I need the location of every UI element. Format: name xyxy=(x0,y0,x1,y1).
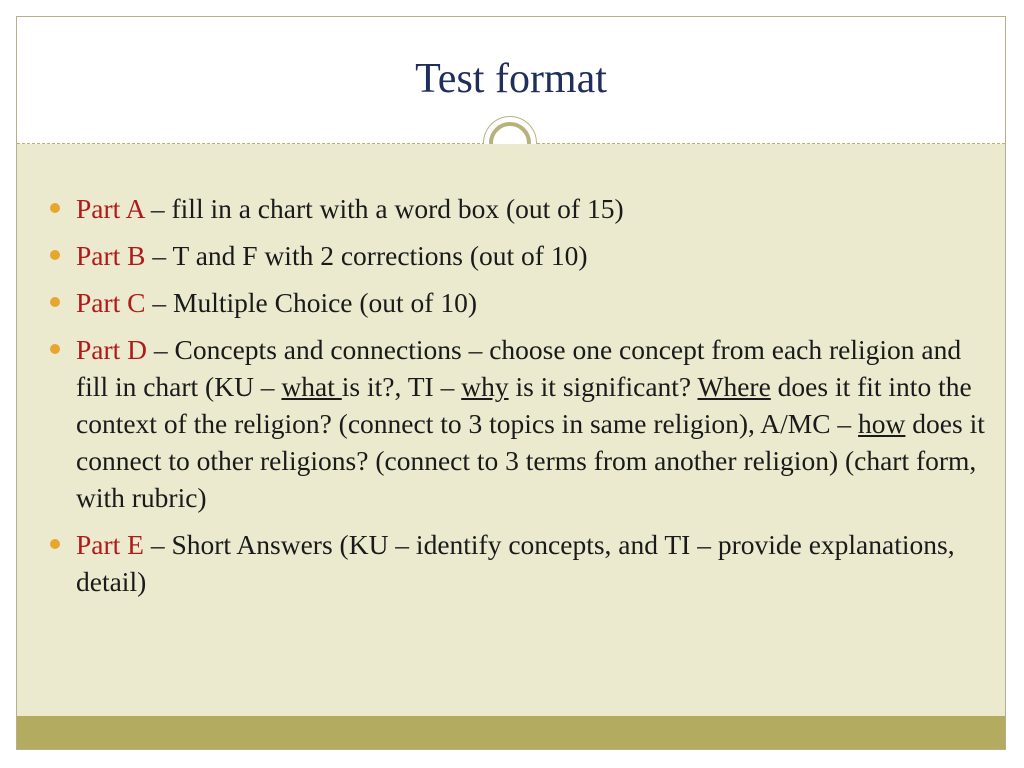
part-text: – Concepts and connections – choose one concept from each religion and fill in chart (KU – xyxy=(76,334,962,402)
part-text: does it fit into the context of the religion? (connect to 3 topics in same religion), A/MC – xyxy=(76,371,972,439)
part-text: is it significant? xyxy=(508,371,698,402)
list-item-part-b xyxy=(76,237,996,274)
content-area xyxy=(17,144,1005,716)
list-item-part-e xyxy=(76,526,996,600)
part-label: Part A xyxy=(76,193,144,224)
footer-bar xyxy=(17,716,1005,750)
part-text: – fill in a chart with a word box (out of 15) xyxy=(144,193,624,224)
bullet-list xyxy=(17,190,996,610)
part-text: – T and F with 2 corrections (out of 10) xyxy=(145,240,588,271)
underlined-what: what xyxy=(281,371,342,402)
underlined-why: why xyxy=(461,371,509,402)
bullet-icon xyxy=(50,250,60,260)
part-text: is it?, TI – xyxy=(341,371,462,402)
list-item-part-c xyxy=(76,284,996,321)
underlined-where: Where xyxy=(697,371,771,402)
part-label: Part B xyxy=(76,240,146,271)
bullet-icon xyxy=(50,297,60,307)
bullet-icon xyxy=(50,344,60,354)
part-label: Part E xyxy=(76,529,144,560)
part-text: does it connect to other religions? (connect to 3 terms from another religion) (chart form, with rubric) xyxy=(76,408,985,513)
part-label: Part D xyxy=(76,334,148,365)
slide-title: Test format xyxy=(415,56,607,102)
bullet-icon xyxy=(50,539,60,549)
list-item-part-a xyxy=(76,190,996,227)
underlined-how: how xyxy=(858,408,906,439)
part-text: – Short Answers (KU – identify concepts, and TI – provide explanations, detail) xyxy=(76,529,955,597)
list-item-part-d xyxy=(76,331,996,516)
bullet-icon xyxy=(50,203,60,213)
part-label: Part C xyxy=(76,287,146,318)
part-text: – Multiple Choice (out of 10) xyxy=(145,287,477,318)
slide xyxy=(16,16,1006,750)
